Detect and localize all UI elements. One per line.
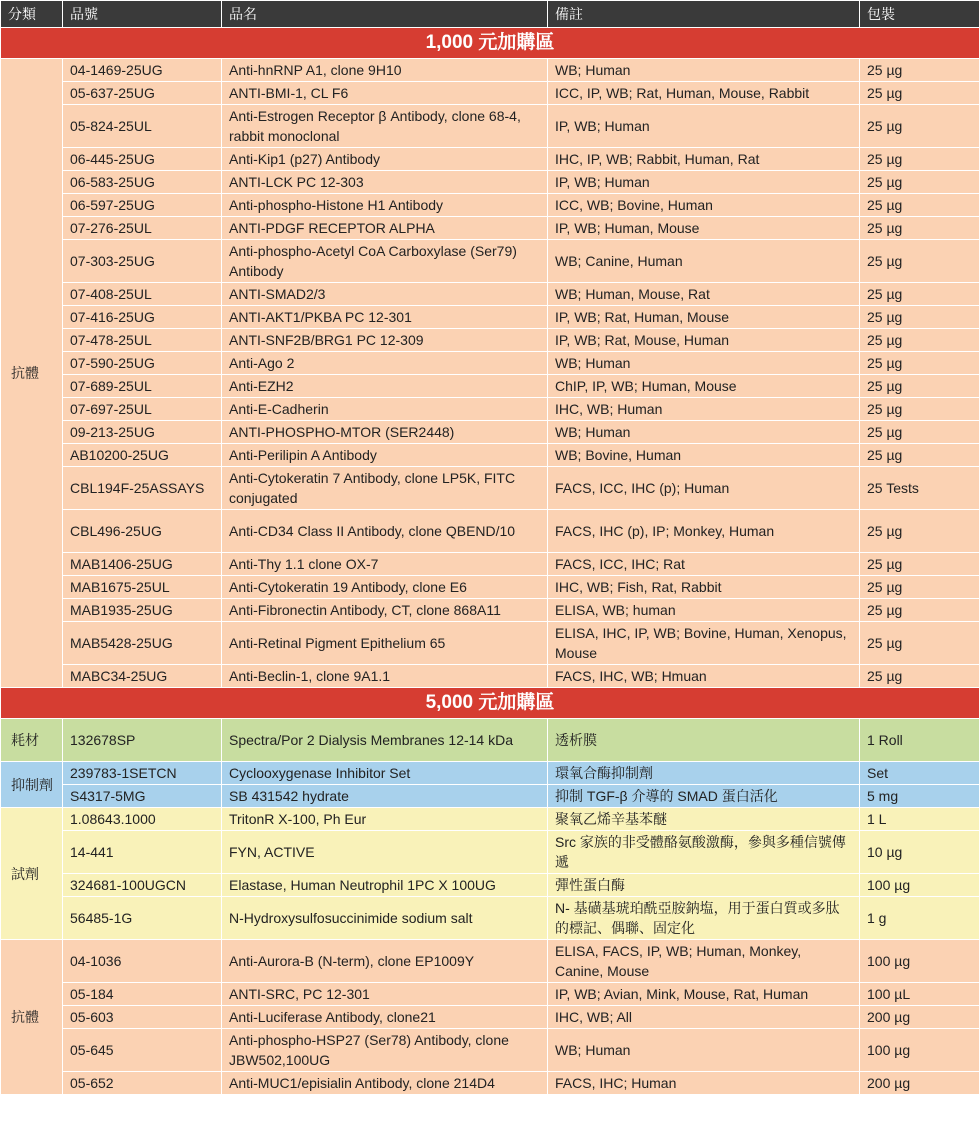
code-cell: 1.08643.1000 — [63, 808, 222, 831]
note-cell: 透析膜 — [548, 719, 860, 762]
pack-cell: 25 µg — [860, 217, 979, 240]
note-cell: 環氧合酶抑制劑 — [548, 762, 860, 785]
name-cell: Anti-Thy 1.1 clone OX-7 — [222, 553, 548, 576]
table-row — [1, 762, 979, 785]
name-cell: Elastase, Human Neutrophil 1PC X 100UG — [222, 874, 548, 897]
name-cell: Anti-Aurora-B (N-term), clone EP1009Y — [222, 940, 548, 983]
table-row — [1, 444, 979, 467]
category-cell: 試劑 — [1, 808, 63, 940]
pack-cell: 1 Roll — [860, 719, 979, 762]
table-row — [1, 171, 979, 194]
table-row — [1, 148, 979, 171]
note-cell: WB; Human — [548, 421, 860, 444]
note-cell: FACS, IHC, WB; Hmuan — [548, 665, 860, 688]
table-row — [1, 240, 979, 283]
note-cell: WB; Canine, Human — [548, 240, 860, 283]
note-cell: ELISA, FACS, IP, WB; Human, Monkey, Canine, Mouse — [548, 940, 860, 983]
pack-cell: 10 µg — [860, 831, 979, 874]
note-cell: IHC, WB; Human — [548, 398, 860, 421]
table-row — [1, 599, 979, 622]
pack-cell: 200 µg — [860, 1006, 979, 1029]
header-code: 品號 — [63, 1, 222, 28]
pack-cell: 100 µg — [860, 1029, 979, 1072]
pack-cell: 25 µg — [860, 105, 979, 148]
note-cell: WB; Human, Mouse, Rat — [548, 283, 860, 306]
table-row — [1, 510, 979, 553]
table-row — [1, 622, 979, 665]
name-cell: Anti-Beclin-1, clone 9A1.1 — [222, 665, 548, 688]
name-cell: Anti-Perilipin A Antibody — [222, 444, 548, 467]
pack-cell: 1 L — [860, 808, 979, 831]
code-cell: MAB5428-25UG — [63, 622, 222, 665]
category-cell: 抗體 — [1, 59, 63, 688]
category-cell: 耗材 — [1, 719, 63, 762]
note-cell: FACS, ICC, IHC; Rat — [548, 553, 860, 576]
name-cell: ANTI-SMAD2/3 — [222, 283, 548, 306]
code-cell: 07-590-25UG — [63, 352, 222, 375]
note-cell: 抑制 TGF-β 介導的 SMAD 蛋白活化 — [548, 785, 860, 808]
pack-cell: 25 µg — [860, 283, 979, 306]
pack-cell: 100 µL — [860, 983, 979, 1006]
pack-cell: 25 µg — [860, 665, 979, 688]
name-cell: FYN, ACTIVE — [222, 831, 548, 874]
pack-cell: 25 µg — [860, 599, 979, 622]
code-cell: MABC34-25UG — [63, 665, 222, 688]
pack-cell: 25 µg — [860, 576, 979, 599]
pack-cell: 25 µg — [860, 194, 979, 217]
pack-cell: 25 µg — [860, 622, 979, 665]
name-cell: TritonR X-100, Ph Eur — [222, 808, 548, 831]
name-cell: Anti-Ago 2 — [222, 352, 548, 375]
code-cell: CBL194F-25ASSAYS — [63, 467, 222, 510]
note-cell: IP, WB; Avian, Mink, Mouse, Rat, Human — [548, 983, 860, 1006]
table-row — [1, 665, 979, 688]
code-cell: 05-184 — [63, 983, 222, 1006]
code-cell: 06-597-25UG — [63, 194, 222, 217]
note-cell: WB; Bovine, Human — [548, 444, 860, 467]
pack-cell: 25 µg — [860, 375, 979, 398]
table-row — [1, 576, 979, 599]
pack-cell: 25 µg — [860, 352, 979, 375]
note-cell: N- 基磺基琥珀酰亞胺鈉塩，用于蛋白質或多肽的標記、偶聯、固定化 — [548, 897, 860, 940]
pack-cell: 1 g — [860, 897, 979, 940]
code-cell: AB10200-25UG — [63, 444, 222, 467]
table-row — [1, 329, 979, 352]
pack-cell: 25 µg — [860, 510, 979, 553]
name-cell: Anti-phospho-Histone H1 Antibody — [222, 194, 548, 217]
code-cell: 132678SP — [63, 719, 222, 762]
note-cell: FACS, ICC, IHC (p); Human — [548, 467, 860, 510]
name-cell: ANTI-LCK PC 12-303 — [222, 171, 548, 194]
code-cell: 14-441 — [63, 831, 222, 874]
name-cell: Anti-Cytokeratin 19 Antibody, clone E6 — [222, 576, 548, 599]
name-cell: N-Hydroxysulfosuccinimide sodium salt — [222, 897, 548, 940]
name-cell: ANTI-PHOSPHO-MTOR (SER2448) — [222, 421, 548, 444]
note-cell: ELISA, WB; human — [548, 599, 860, 622]
name-cell: Anti-E-Cadherin — [222, 398, 548, 421]
note-cell: FACS, IHC; Human — [548, 1072, 860, 1095]
code-cell: MAB1935-25UG — [63, 599, 222, 622]
table-body — [1, 28, 979, 1095]
table-row — [1, 553, 979, 576]
pack-cell: 100 µg — [860, 874, 979, 897]
table-row — [1, 217, 979, 240]
category-cell: 抗體 — [1, 940, 63, 1095]
pack-cell: 25 µg — [860, 421, 979, 444]
table-row — [1, 82, 979, 105]
code-cell: 324681-100UGCN — [63, 874, 222, 897]
note-cell: IP, WB; Human — [548, 171, 860, 194]
name-cell: Anti-phospho-HSP27 (Ser78) Antibody, clone JBW502,100UG — [222, 1029, 548, 1072]
code-cell: 07-478-25UL — [63, 329, 222, 352]
note-cell: IP, WB; Human — [548, 105, 860, 148]
pack-cell: 5 mg — [860, 785, 979, 808]
note-cell: ICC, WB; Bovine, Human — [548, 194, 860, 217]
table-row — [1, 1029, 979, 1072]
name-cell: Anti-Kip1 (p27) Antibody — [222, 148, 548, 171]
code-cell: 239783-1SETCN — [63, 762, 222, 785]
note-cell: ICC, IP, WB; Rat, Human, Mouse, Rabbit — [548, 82, 860, 105]
section-header — [1, 28, 979, 59]
code-cell: 09-213-25UG — [63, 421, 222, 444]
note-cell: IHC, WB; Fish, Rat, Rabbit — [548, 576, 860, 599]
table-row — [1, 831, 979, 874]
category-cell: 抑制劑 — [1, 762, 63, 808]
table-row — [1, 421, 979, 444]
note-cell: IP, WB; Human, Mouse — [548, 217, 860, 240]
note-cell: WB; Human — [548, 1029, 860, 1072]
code-cell: 05-637-25UG — [63, 82, 222, 105]
name-cell: Anti-Cytokeratin 7 Antibody, clone LP5K, FITC conjugated — [222, 467, 548, 510]
name-cell: Anti-Luciferase Antibody, clone21 — [222, 1006, 548, 1029]
table-row — [1, 283, 979, 306]
name-cell: ANTI-BMI-1, CL F6 — [222, 82, 548, 105]
name-cell: ANTI-PDGF RECEPTOR ALPHA — [222, 217, 548, 240]
note-cell: IP, WB; Rat, Human, Mouse — [548, 306, 860, 329]
name-cell: Anti-MUC1/episialin Antibody, clone 214D4 — [222, 1072, 548, 1095]
code-cell: 06-583-25UG — [63, 171, 222, 194]
header-note: 備註 — [548, 1, 860, 28]
code-cell: 07-408-25UL — [63, 283, 222, 306]
pack-cell: 25 µg — [860, 553, 979, 576]
pack-cell: 25 µg — [860, 444, 979, 467]
table-row — [1, 467, 979, 510]
note-cell: IHC, IP, WB; Rabbit, Human, Rat — [548, 148, 860, 171]
note-cell: IP, WB; Rat, Mouse, Human — [548, 329, 860, 352]
note-cell: FACS, IHC (p), IP; Monkey, Human — [548, 510, 860, 553]
name-cell: ANTI-SNF2B/BRG1 PC 12-309 — [222, 329, 548, 352]
pack-cell: 100 µg — [860, 940, 979, 983]
table-row — [1, 897, 979, 940]
code-cell: 05-645 — [63, 1029, 222, 1072]
code-cell: 05-652 — [63, 1072, 222, 1095]
name-cell: ANTI-AKT1/PKBA PC 12-301 — [222, 306, 548, 329]
table-row — [1, 1072, 979, 1095]
code-cell: 56485-1G — [63, 897, 222, 940]
section-title: 5,000 元加購區 — [1, 688, 979, 719]
code-cell: 07-416-25UG — [63, 306, 222, 329]
note-cell: WB; Human — [548, 59, 860, 82]
code-cell: MAB1406-25UG — [63, 553, 222, 576]
code-cell: S4317-5MG — [63, 785, 222, 808]
name-cell: ANTI-SRC, PC 12-301 — [222, 983, 548, 1006]
note-cell: ELISA, IHC, IP, WB; Bovine, Human, Xenopus, Mouse — [548, 622, 860, 665]
code-cell: MAB1675-25UL — [63, 576, 222, 599]
pack-cell: Set — [860, 762, 979, 785]
table-row — [1, 1006, 979, 1029]
code-cell: 07-276-25UL — [63, 217, 222, 240]
pack-cell: 25 µg — [860, 398, 979, 421]
pack-cell: 25 µg — [860, 329, 979, 352]
pack-cell: 25 µg — [860, 148, 979, 171]
pack-cell: 25 µg — [860, 171, 979, 194]
code-cell: 04-1036 — [63, 940, 222, 983]
table-row — [1, 352, 979, 375]
section-title: 1,000 元加購區 — [1, 28, 979, 59]
table-row — [1, 785, 979, 808]
pack-cell: 25 µg — [860, 82, 979, 105]
table-row — [1, 983, 979, 1006]
name-cell: Anti-CD34 Class II Antibody, clone QBEND/10 — [222, 510, 548, 553]
name-cell: Anti-Estrogen Receptor β Antibody, clone 68-4, rabbit monoclonal — [222, 105, 548, 148]
table-row — [1, 940, 979, 983]
table-row — [1, 398, 979, 421]
code-cell: 06-445-25UG — [63, 148, 222, 171]
code-cell: 05-824-25UL — [63, 105, 222, 148]
code-cell: 04-1469-25UG — [63, 59, 222, 82]
code-cell: 05-603 — [63, 1006, 222, 1029]
note-cell: WB; Human — [548, 352, 860, 375]
name-cell: Anti-Fibronectin Antibody, CT, clone 868A11 — [222, 599, 548, 622]
pack-cell: 200 µg — [860, 1072, 979, 1095]
note-cell: 聚氧乙烯辛基苯醚 — [548, 808, 860, 831]
note-cell: ChIP, IP, WB; Human, Mouse — [548, 375, 860, 398]
header-category: 分類 — [1, 1, 63, 28]
pack-cell: 25 Tests — [860, 467, 979, 510]
name-cell: Anti-EZH2 — [222, 375, 548, 398]
code-cell: CBL496-25UG — [63, 510, 222, 553]
table-header — [1, 1, 979, 28]
header-name: 品名 — [222, 1, 548, 28]
table-row — [1, 375, 979, 398]
pack-cell: 25 µg — [860, 306, 979, 329]
note-cell: Src 家族的非受體酪氨酸激酶，參與多種信號傳遞 — [548, 831, 860, 874]
section-header — [1, 688, 979, 719]
name-cell: Cyclooxygenase Inhibitor Set — [222, 762, 548, 785]
table-row — [1, 194, 979, 217]
name-cell: SB 431542 hydrate — [222, 785, 548, 808]
pack-cell: 25 µg — [860, 59, 979, 82]
table-row — [1, 719, 979, 762]
name-cell: Anti-phospho-Acetyl CoA Carboxylase (Ser79) Antibody — [222, 240, 548, 283]
code-cell: 07-303-25UG — [63, 240, 222, 283]
name-cell: Spectra/Por 2 Dialysis Membranes 12-14 kDa — [222, 719, 548, 762]
pack-cell: 25 µg — [860, 240, 979, 283]
code-cell: 07-697-25UL — [63, 398, 222, 421]
code-cell: 07-689-25UL — [63, 375, 222, 398]
name-cell: Anti-Retinal Pigment Epithelium 65 — [222, 622, 548, 665]
table-row — [1, 105, 979, 148]
table-row — [1, 306, 979, 329]
note-cell: IHC, WB; All — [548, 1006, 860, 1029]
table-row — [1, 59, 979, 82]
table-row — [1, 808, 979, 831]
table-row — [1, 874, 979, 897]
header-pack: 包裝 — [860, 1, 979, 28]
name-cell: Anti-hnRNP A1, clone 9H10 — [222, 59, 548, 82]
note-cell: 彈性蛋白酶 — [548, 874, 860, 897]
